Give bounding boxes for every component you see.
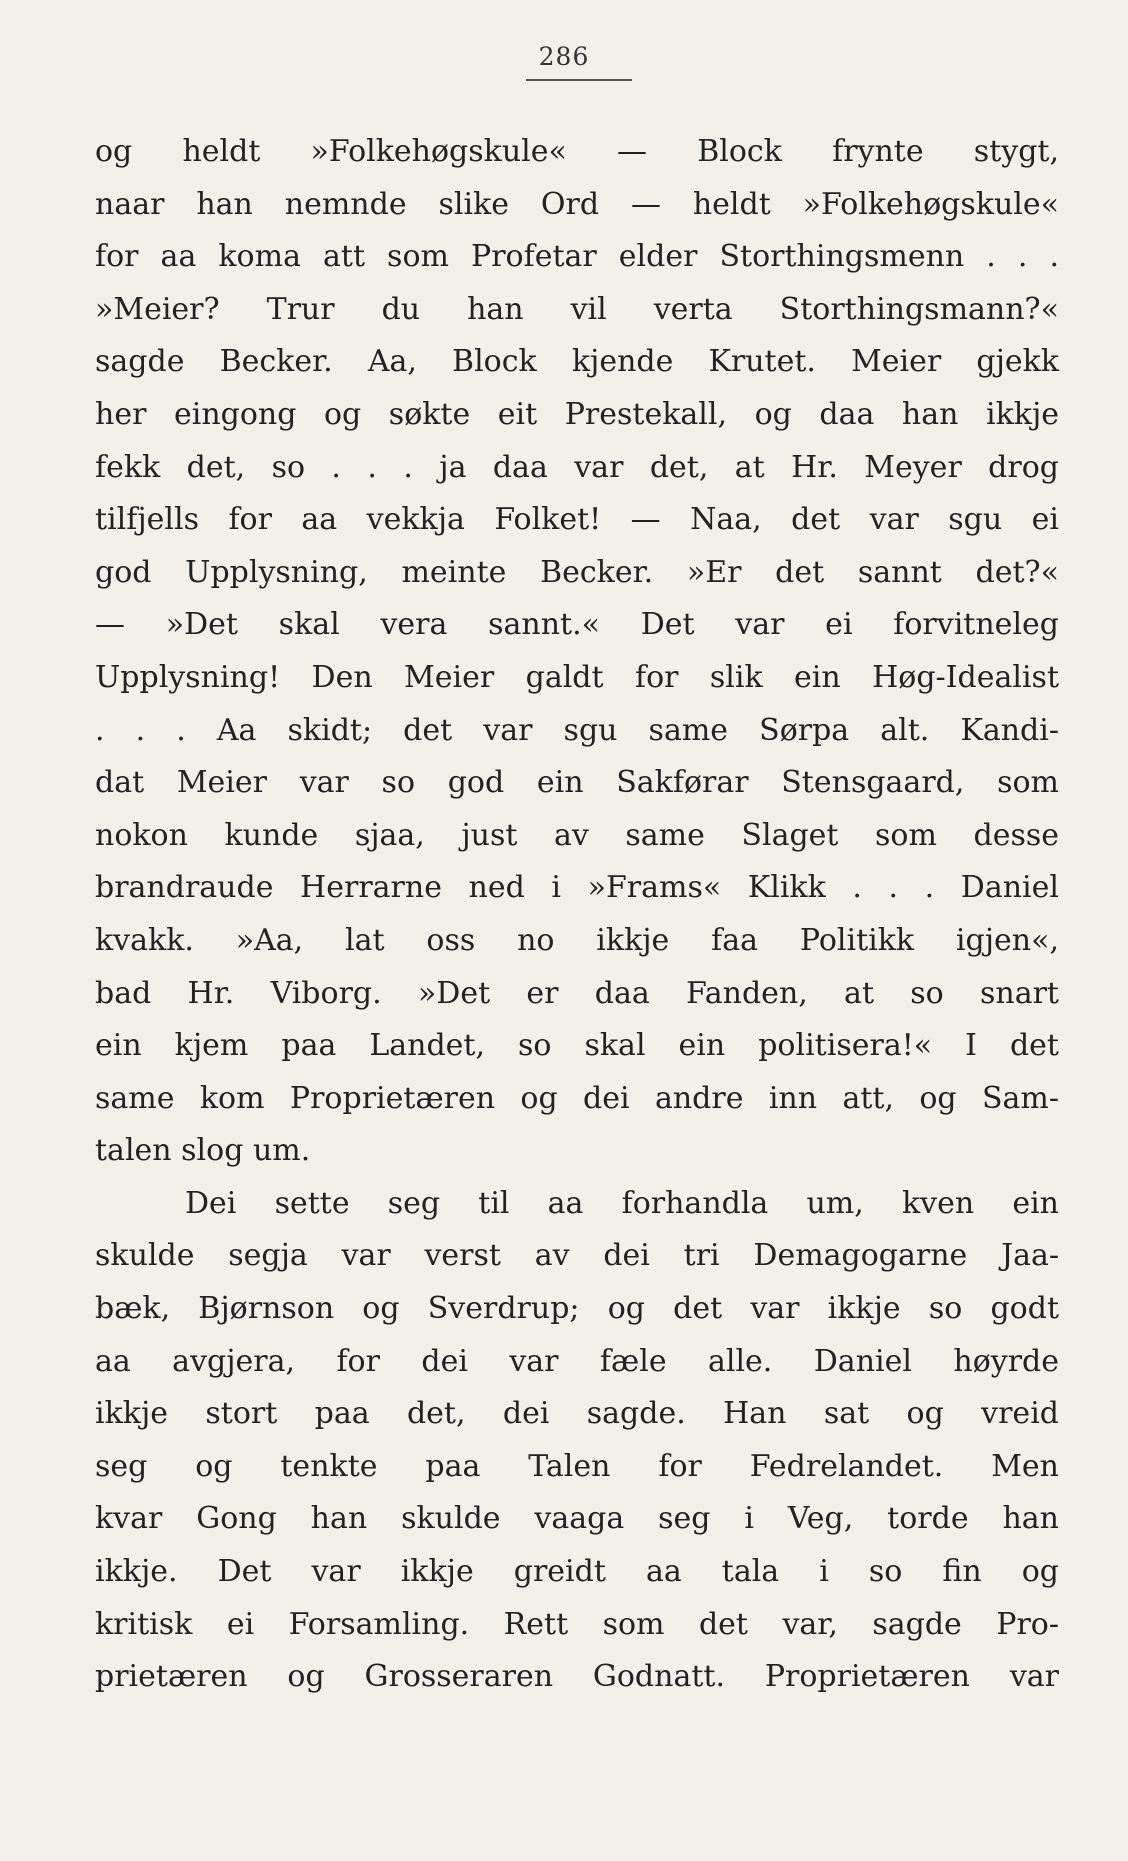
text-line: — »Det skal vera sannt.« Det var ei forvitneleg <box>95 607 1059 643</box>
text-line: dat Meier var so god ein Sakførar Stensgaard, som <box>95 765 1059 801</box>
text-line: brandraude Herrarne ned i »Frams« Klikk . . . Daniel <box>95 870 1059 906</box>
text-line: her eingong og søkte eit Prestekall, og daa han ikkje <box>95 396 1059 432</box>
text-line: »Meier? Trur du han vil verta Storthingsmann?« <box>95 291 1059 327</box>
text-line: same kom Proprietæren og dei andre inn att, og Sam- <box>95 1080 1059 1116</box>
text-line: Upplysning! Den Meier galdt for slik ein Høg-Idealist <box>95 659 1059 695</box>
text-line: god Upplysning, meinte Becker. »Er det sannt det?« <box>95 554 1059 590</box>
text-line: bæk, Bjørnson og Sverdrup; og det var ikkje so godt <box>95 1291 1059 1327</box>
text-line: seg og tenkte paa Talen for Fedrelandet. Men <box>95 1448 1059 1484</box>
text-line: prietæren og Grosseraren Godnatt. Proprietæren var <box>95 1659 1059 1695</box>
text-line: kvakk. »Aa, lat oss no ikkje faa Politikk igjen«, <box>95 922 1059 958</box>
text-line: ikkje. Det var ikkje greidt aa tala i so fin og <box>95 1554 1059 1590</box>
text-line: for aa koma att som Profetar elder Storthingsmenn . . . <box>95 239 1059 275</box>
text-line: tilfjells for aa vekkja Folket! — Naa, det var sgu ei <box>95 502 1059 538</box>
text-line: skulde segja var verst av dei tri Demagogarne Jaa- <box>95 1238 1059 1274</box>
text-line: nokon kunde sjaa, just av same Slaget som desse <box>95 817 1059 853</box>
page-number: 286 <box>538 42 590 71</box>
text-line: naar han nemnde slike Ord — heldt »Folkehøgskule« <box>95 186 1059 222</box>
text-line: sagde Becker. Aa, Block kjende Krutet. Meier gjekk <box>95 344 1059 380</box>
text-line: talen slog um. <box>95 1133 311 1169</box>
text-line: aa avgjera, for dei var fæle alle. Daniel høyrde <box>95 1343 1059 1379</box>
text-line: ikkje stort paa det, dei sagde. Han sat og vreid <box>95 1396 1059 1432</box>
text-line: bad Hr. Viborg. »Det er daa Fanden, at so snart <box>95 975 1059 1011</box>
text-line: fekk det, so . . . ja daa var det, at Hr. Meyer drog <box>95 449 1059 485</box>
text-line: ein kjem paa Landet, so skal ein politisera!« I det <box>95 1028 1059 1064</box>
text-line: . . . Aa skidt; det var sgu same Sørpa alt. Kandi- <box>95 712 1059 748</box>
paragraph-first-line: Dei sette seg til aa forhandla um, kven ein <box>185 1185 1059 1221</box>
body-text <box>95 126 1059 1704</box>
text-line: og heldt »Folkehøgskule« — Block frynte stygt, <box>95 134 1059 169</box>
page-number-underline <box>526 79 632 81</box>
text-line: kritisk ei Forsamling. Rett som det var, sagde Pro- <box>95 1606 1059 1642</box>
text-line: kvar Gong han skulde vaaga seg i Veg, torde han <box>95 1501 1059 1537</box>
